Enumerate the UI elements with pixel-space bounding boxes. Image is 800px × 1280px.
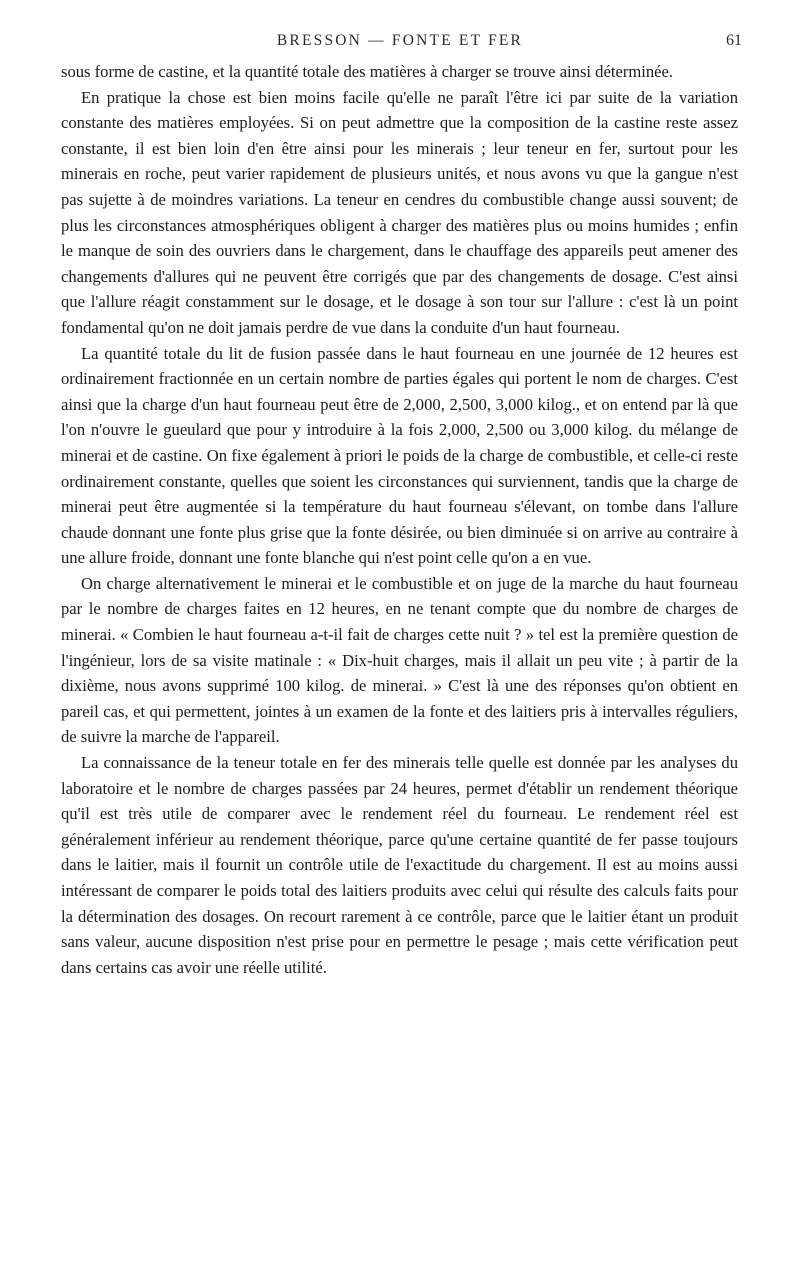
body-text <box>61 59 738 980</box>
header-title: BRESSON — FONTE ET FER <box>276 32 524 49</box>
paragraph: En pratique la chose est bien moins facile qu'elle ne paraît l'être ici par suite de la variation constante des matières employées. Si on peut admettre que la composition de la castine reste assez constante, il est bien loin d'en être ainsi pour les minerais ; leur teneur en fer, surtout pour les minerais en roche, peut varier rapidement de plusieurs unités, et nous avons vu que la gangue n'est pas sujette à de moindres variations. La teneur en cendres du combustible change aussi souvent; de plus les circonstances atmosphériques obligent à charger des matières plus ou moins humides ; enfin le manque de soin des ouvriers dans le chargement, dans le chauffage des appareils peut amener des changements d'allures qui ne peuvent être corrigés que par des changements de dosage. C'est ainsi que l'allure réagit constamment sur le dosage, et le dosage à son tour sur l'allure : c'est là un point fondamental qu'on ne doit jamais perdre de vue dans la conduite d'un haut fourneau. <box>61 87 738 337</box>
page-number: 61 <box>726 32 742 49</box>
paragraph: On charge alternativement le minerai et le combustible et on juge de la marche du haut fourneau par le nombre de charges faites en 12 heures, en ne tenant compte que du nombre de charges de minerai. « Combien le haut fourneau a-t-il fait de charges cette nuit ? » tel est la première question de l'ingénieur, lors de sa visite matinale : « Dix-huit charges, mais il allait un peu vite ; à partir de la dixième, nous avons supprimé 100 kilog. de minerai. » C'est là une des réponses qu'on obtient en pareil cas, et qui permettent, jointes à un examen de la fonte et des laitiers pris à intervalles réguliers, de suivre la marche de l'appareil. <box>61 573 738 747</box>
running-header <box>60 32 740 56</box>
paragraph-continued: sous forme de castine, et la quantité totale des matières à charger se trouve ainsi déterminée. <box>61 62 674 81</box>
paragraph: La connaissance de la teneur totale en fer des minerais telle quelle est donnée par les analyses du laboratoire et le nombre de charges passées par 24 heures, permet d'établir un rendement théorique qu'il est très utile de comparer avec le rendement réel du fourneau. Le rendement réel est généralement inférieur au rendement théorique, parce qu'une certaine quantité de fer passe toujours dans le laitier, mais il fournit un contrôle utile de l'exactitude du chargement. Il est au moins aussi intéressant de comparer le poids total des laitiers produits avec celui qui résulte des calculs faits pour la détermination des dosages. On recourt rarement à ce contrôle, parce que le laitier étant un produit sans valeur, aucune disposition n'est prise pour en permettre le pesage ; mais cette vérification peut dans certains cas avoir une réelle utilité. <box>61 753 738 977</box>
paragraph: La quantité totale du lit de fusion passée dans le haut fourneau en une journée de 12 heures est ordinairement fractionnée en un certain nombre de parties égales qui portent le nom de charges. C'est ainsi que la charge d'un haut fourneau peut être de 2,000, 2,500, 3,000 kilog., et on entend par là que l'on n'ouvre le gueulard que pour y introduire à la fois 2,000, 2,500 ou 3,000 kilog. du mélange de minerai et de castine. On fixe également à priori le poids de la charge de combustible, et celle-ci reste ordinairement constante, quelles que soient les circonstances qui surviennent, tandis que la charge de minerai peut être augmentée si la température du haut fourneau s'élevant, on tombe dans l'allure chaude donnant une fonte plus grise que la fonte désirée, ou bien diminuée si on arrive au contraire à une allure froide, donnant une fonte blanche qui n'est point celle qu'on a en vue. <box>61 343 738 568</box>
